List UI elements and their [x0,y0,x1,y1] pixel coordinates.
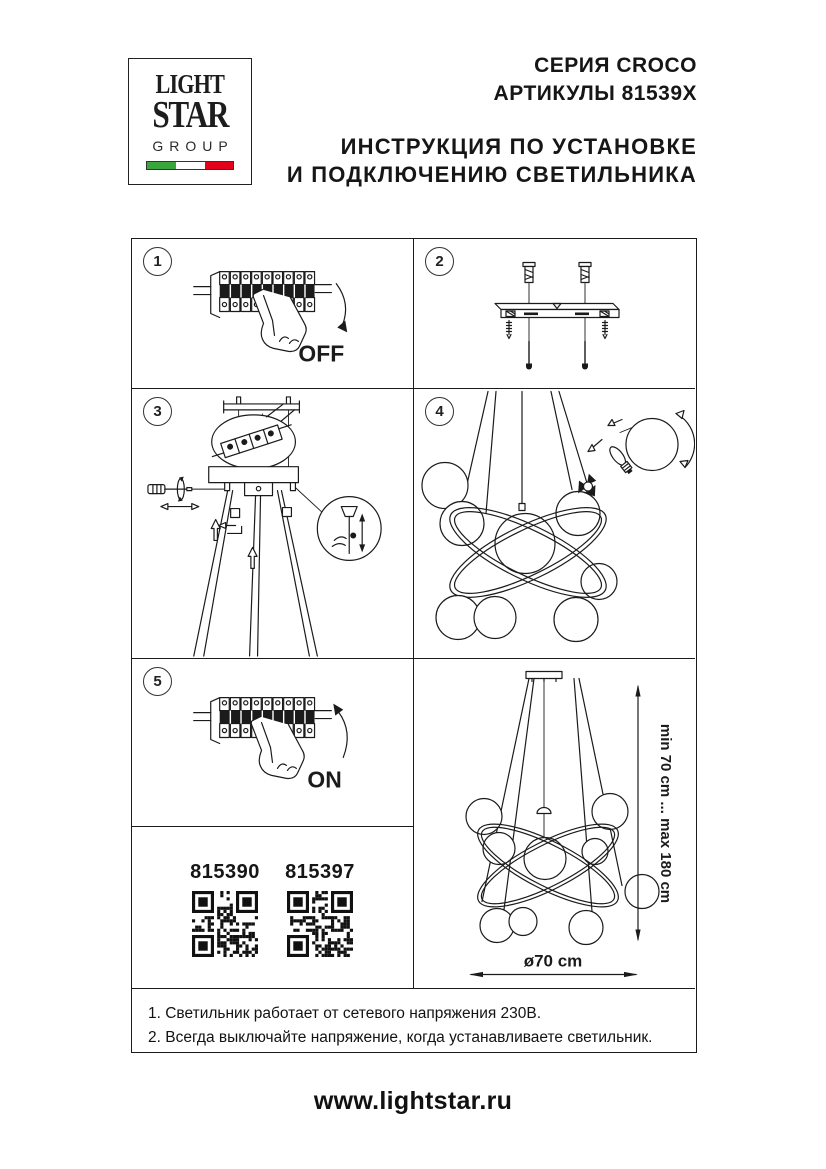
note-line: 1. Светильник работает от сетевого напряжения 230В. [148,1005,542,1022]
step-number: 5 [153,673,162,690]
breaker-on-drawing [132,659,413,826]
series-title: СЕРИЯ CROCO [534,54,697,77]
dimensions-cell [414,659,695,989]
left-arrow-icon [219,523,242,534]
step-number-badge [143,247,172,276]
header [287,52,697,189]
article-number: 815390 [190,861,260,883]
detached-shade [626,419,678,471]
off-label: OFF [298,340,345,367]
articles-title: АРТИКУЛЫ 81539X [493,82,697,105]
step-number: 2 [435,253,444,270]
lightstar-logo [128,58,252,185]
step-number-badge [425,247,454,276]
step-number: 1 [153,253,162,270]
qr-code [192,891,258,957]
canopy-wiring-drawing [132,389,413,658]
logo-word-light: LIGHT [155,69,225,99]
side-screw-icon [603,321,608,339]
suspension-cables [194,491,318,656]
step-number-badge [143,397,172,426]
chandelier-dimensions-drawing [414,659,695,988]
fixing-screw-icon [526,342,532,370]
instruction-title-line2: И ПОДКЛЮЧЕНИЮ СВЕТИЛЬНИКА [286,162,697,187]
flag-green-segment [147,162,176,169]
height-range-label: min 70 cm ... max 180 cm [657,723,674,904]
step-4-cell [414,389,695,659]
arrow-down-icon [336,284,347,333]
step-number-badge [143,667,172,696]
qr-group [184,861,266,988]
left-right-arrow-icon [161,504,199,510]
diameter-dimension [469,952,638,978]
qr-code [287,891,353,957]
notes-cell [132,989,695,1051]
step-1-cell [132,239,414,389]
on-label: ON [307,766,342,793]
cable-lock-detail-circle [295,488,381,561]
up-arrow-icon [211,520,220,541]
website-url: www.lightstar.ru [313,1087,513,1115]
step-number: 4 [435,403,444,420]
diameter-label: ø70 cm [523,951,583,971]
canopy-icon [209,467,299,496]
mounting-bracket-drawing [414,239,695,388]
qr-codes [132,827,413,988]
qr-cell [132,827,414,989]
step-number: 3 [153,403,162,420]
article-number: 815397 [285,861,355,883]
glass-shades-front [480,908,603,945]
flag-white-segment [176,162,204,169]
up-arrow-icon [248,547,257,568]
note-line: 2. Всегда выключайте напряжение, когда устанавливаете светильник. [148,1029,653,1046]
wall-plug-icon [579,263,591,283]
wall-plug-icon [523,263,535,283]
step-2-cell [414,239,695,389]
side-screw-icon [507,321,512,339]
step-5-cell [132,659,414,827]
italian-flag-bar [146,161,234,170]
arrow-up-icon [333,704,347,758]
qr-group [279,861,361,988]
glass-shades-front [436,596,598,642]
instruction-grid [131,238,697,1053]
flag-red-segment [205,162,233,169]
instruction-title-line1: ИНСТРУКЦИЯ ПО УСТАНОВКЕ [340,134,697,159]
shade-installation-drawing [414,389,695,658]
logo-word-group: GROUP [152,138,234,154]
logo-word-star: STAR [152,94,228,136]
step-number-badge [425,397,454,426]
mounting-bracket-icon [495,263,619,370]
terminal-block-balloon [209,404,295,469]
header-spacer [287,108,697,133]
safety-notes [132,989,695,1051]
breaker-off-drawing [132,239,413,388]
fixing-screw-icon [582,342,588,370]
step-3-cell [132,389,414,659]
glass-shades [466,794,659,909]
